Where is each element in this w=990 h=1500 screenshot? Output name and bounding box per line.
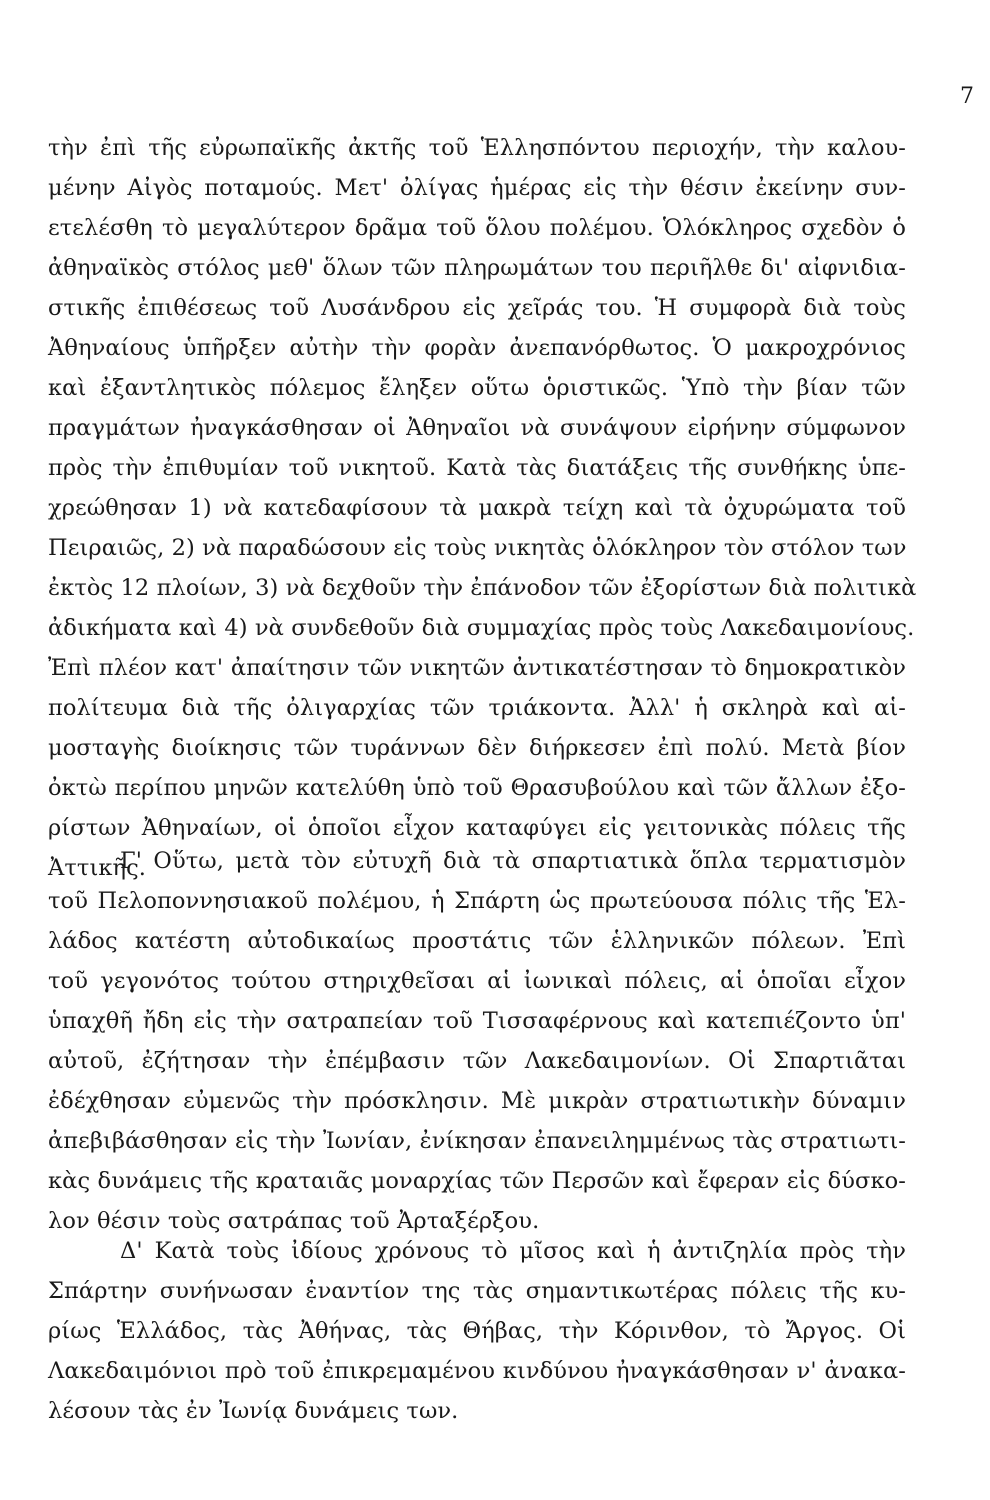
text-line: καὶ ἐξαντλητικὸς πόλεμος ἔληξεν οὕτω ὁριστικῶς. Ὑπὸ τὴν βίαν τῶν [48, 375, 906, 401]
text-line: ἀπεβιβάσθησαν εἰς τὴν Ἰωνίαν, ἐνίκησαν ἐπανειλημμένως τὰς στρατιωτι- [48, 1128, 906, 1154]
text-line: Ἀττικῆς. [48, 855, 147, 881]
text-line: λον θέσιν τοὺς σατράπας τοῦ Ἀρταξέρξου. [48, 1208, 540, 1234]
text-line: Γ' Οὕτω, μετὰ τὸν εὐτυχῆ διὰ τὰ σπαρτιατικὰ ὅπλα τερματισμὸν [120, 848, 906, 874]
page-number: 7 [960, 84, 974, 109]
text-line: Δ' Κατὰ τοὺς ἰδίους χρόνους τὸ μῖσος καὶ ἡ ἀντιζηλία πρὸς τὴν [120, 1238, 906, 1264]
text-line: αὐτοῦ, ἐζήτησαν τὴν ἐπέμβασιν τῶν Λακεδαιμονίων. Οἱ Σπαρτιᾶται [48, 1048, 906, 1074]
paragraph-gamma-sparta-ionia [48, 841, 906, 1241]
text-line: λέσουν τὰς ἐν Ἰωνίᾳ δυνάμεις των. [48, 1398, 459, 1424]
text-line: χρεώθησαν 1) νὰ κατεδαφίσουν τὰ μακρὰ τείχη καὶ τὰ ὀχυρώματα τοῦ [48, 495, 906, 521]
text-line: πρὸς τὴν ἐπιθυμίαν τοῦ νικητοῦ. Κατὰ τὰς διατάξεις τῆς συνθήκης ὑπε- [48, 455, 906, 481]
text-line: ἀθηναϊκὸς στόλος μεθ' ὅλων τῶν πληρωμάτων του περιῆλθε δι' αἰφνιδια- [48, 255, 906, 281]
text-line: ρίστων Ἀθηναίων, οἱ ὁποῖοι εἶχον καταφύγει εἰς γειτονικὰς πόλεις τῆς [48, 815, 906, 841]
text-line: ἀδικήματα καὶ 4) νὰ συνδεθοῦν διὰ συμμαχίας πρὸς τοὺς Λακεδαιμονίους. [48, 615, 915, 641]
text-line: στικῆς ἐπιθέσεως τοῦ Λυσάνδρου εἰς χεῖράς του. Ἡ συμφορὰ διὰ τοὺς [48, 295, 906, 321]
paragraph-aigos-potamoi [48, 128, 917, 888]
paragraph-delta-coalition [48, 1231, 906, 1431]
text-line: μοσταγὴς διοίκησις τῶν τυράννων δὲν διήρκεσεν ἐπὶ πολύ. Μετὰ βίον [48, 735, 906, 761]
text-line: Λακεδαιμόνιοι πρὸ τοῦ ἐπικρεμαμένου κινδύνου ἠναγκάσθησαν ν' ἀνακα- [48, 1358, 906, 1384]
text-line: τὴν ἐπὶ τῆς εὐρωπαϊκῆς ἀκτῆς τοῦ Ἑλλησπόντου περιοχήν, τὴν καλου- [48, 135, 906, 161]
text-line: ὑπαχθῆ ἤδη εἰς τὴν σατραπείαν τοῦ Τισσαφέρνους καὶ κατεπιέζοντο ὑπ' [48, 1008, 906, 1034]
text-line: ρίως Ἑλλάδος, τὰς Ἀθήνας, τὰς Θήβας, τὴν Κόρινθον, τὸ Ἄργος. Οἱ [48, 1318, 906, 1344]
text-line: ὀκτὼ περίπου μηνῶν κατελύθη ὑπὸ τοῦ Θρασυβούλου καὶ τῶν ἄλλων ἐξο- [48, 775, 906, 801]
text-line: πολίτευμα διὰ τῆς ὀλιγαρχίας τῶν τριάκοντα. Ἀλλ' ἡ σκληρὰ καὶ αἱ- [48, 695, 906, 721]
text-line: Ἀθηναίους ὑπῆρξεν αὐτὴν τὴν φορὰν ἀνεπανόρθωτος. Ὁ μακροχρόνιος [48, 335, 906, 361]
text-line: Πειραιῶς, 2) νὰ παραδώσουν εἰς τοὺς νικητὰς ὁλόκληρον τὸν στόλον των [48, 535, 907, 561]
text-line: Σπάρτην συνήνωσαν ἐναντίον της τὰς σημαντικωτέρας πόλεις τῆς κυ- [48, 1278, 906, 1304]
text-line: τοῦ Πελοποννησιακοῦ πολέμου, ἡ Σπάρτη ὡς πρωτεύουσα πόλις τῆς Ἑλ- [48, 888, 906, 914]
text-line: κὰς δυνάμεις τῆς κραταιᾶς μοναρχίας τῶν Περσῶν καὶ ἔφεραν εἰς δύσκο- [48, 1168, 906, 1194]
text-line: μένην Αἰγὸς ποταμούς. Μετ' ὀλίγας ἡμέρας εἰς τὴν θέσιν ἐκείνην συν- [48, 175, 906, 201]
text-line: ἐκτὸς 12 πλοίων, 3) νὰ δεχθοῦν τὴν ἐπάνοδον τῶν ἐξορίστων διὰ πολιτικὰ [48, 575, 917, 601]
text-line: ἐδέχθησαν εὐμενῶς τὴν πρόσκλησιν. Μὲ μικρὰν στρατιωτικὴν δύναμιν [48, 1088, 906, 1114]
text-line: τοῦ γεγονότος τούτου στηριχθεῖσαι αἱ ἰωνικαὶ πόλεις, αἱ ὁποῖαι εἶχον [48, 968, 906, 994]
text-line: Ἐπὶ πλέον κατ' ἀπαίτησιν τῶν νικητῶν ἀντικατέστησαν τὸ δημοκρατικὸν [48, 655, 906, 681]
text-line: λάδος κατέστη αὐτοδικαίως προστάτις τῶν ἑλληνικῶν πόλεων. Ἐπὶ [48, 928, 906, 954]
text-line: ετελέσθη τὸ μεγαλύτερον δρᾶμα τοῦ ὅλου πολέμου. Ὁλόκληρος σχεδὸν ὁ [48, 215, 906, 241]
text-line: πραγμάτων ἠναγκάσθησαν οἱ Ἀθηναῖοι νὰ συνάψουν εἰρήνην σύμφωνον [48, 415, 906, 441]
